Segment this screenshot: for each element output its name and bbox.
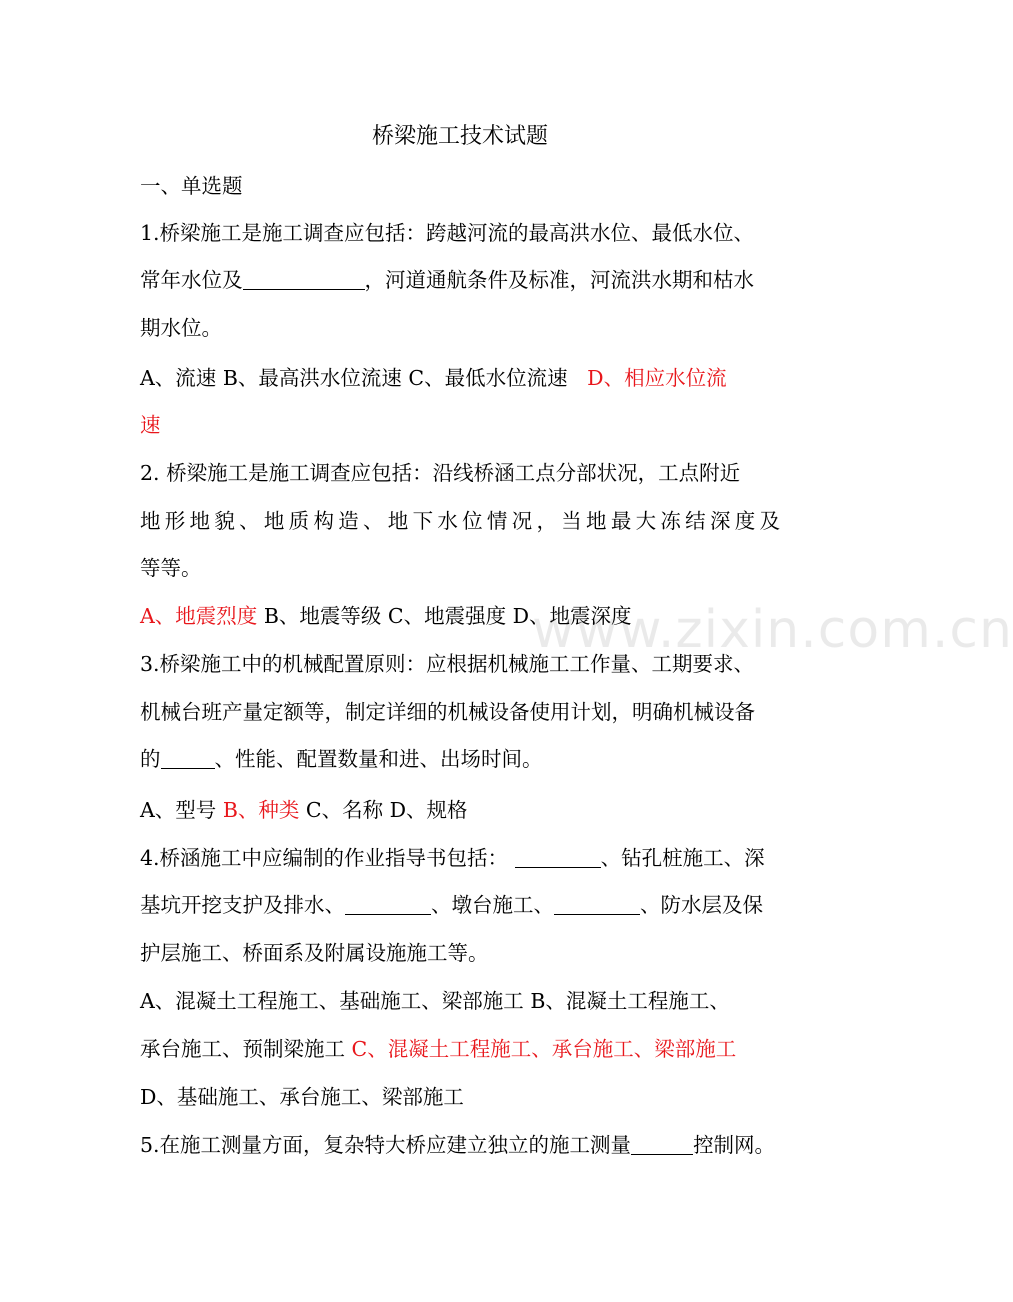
question-4-line-2 xyxy=(140,890,763,920)
question-2-line-1: 2. 桥梁施工是施工调查应包括：沿线桥涵工点分部状况，工点附近 xyxy=(140,461,741,485)
question-5-line-1 xyxy=(140,1130,775,1160)
correct-answer: B、种类 xyxy=(222,798,300,822)
question-4-options-2 xyxy=(140,1034,736,1064)
question-1-text: 常年水位及 xyxy=(140,268,243,292)
question-4-text: 、防水层及保 xyxy=(640,893,763,917)
correct-answer-continued: 速 xyxy=(140,413,161,437)
question-3-options xyxy=(140,795,468,825)
question-4-text: 、钻孔桩施工、深 xyxy=(600,846,765,870)
question-4-options-3: D、基础施工、承台施工、梁部施工 xyxy=(140,1085,464,1109)
question-3-text: 的 xyxy=(140,747,161,771)
question-1-text: ，河道通航条件及标准，河流洪水期和枯水 xyxy=(364,268,754,292)
question-2-line-3: 等等。 xyxy=(140,556,202,580)
answer-blank xyxy=(161,748,215,769)
question-4-line-3: 护层施工、桥面系及附属设施施工等。 xyxy=(140,941,489,965)
answer-blank xyxy=(631,1134,693,1155)
correct-answer: D、相应水位流 xyxy=(587,366,727,390)
correct-answer: C、混凝土工程施工、承台施工、梁部施工 xyxy=(351,1037,737,1061)
question-3-line-2: 机械台班产量定额等，制定详细的机械设备使用计划，明确机械设备 xyxy=(140,700,755,724)
question-5-text: 5.在施工测量方面，复杂特大桥应建立独立的施工测量 xyxy=(140,1133,632,1157)
watermark: www.zixin.com.cn xyxy=(532,600,1013,660)
options-text: A、流速 B、最高洪水位流速 C、最低水位流速 xyxy=(140,366,568,390)
question-2-line-2: 地形地貌、地质构造、地下水位情况，当地最大冻结深度及 xyxy=(140,509,780,533)
question-1-line-2 xyxy=(140,265,754,295)
question-1-options xyxy=(140,363,727,393)
page-title: 桥梁施工技术试题 xyxy=(371,124,548,149)
options-text: 承台施工、预制梁施工 xyxy=(140,1037,352,1061)
question-4-text: 4.桥涵施工中应编制的作业指导书包括： xyxy=(140,846,509,870)
options-text: B、地震等级 C、地震强度 D、地震深度 xyxy=(257,604,632,628)
answer-blank xyxy=(554,894,640,915)
question-1-line-3: 期水位。 xyxy=(140,316,222,340)
question-1-line-1: 1.桥梁施工是施工调查应包括：跨越河流的最高洪水位、最低水位、 xyxy=(140,221,755,245)
options-text: C、名称 D、规格 xyxy=(299,798,468,822)
question-4-text: 基坑开挖支护及排水、 xyxy=(140,893,345,917)
question-4-text: 、墩台施工、 xyxy=(431,893,554,917)
question-3-text: 、性能、配置数量和进、出场时间。 xyxy=(214,747,543,771)
correct-answer: A、地震烈度 xyxy=(140,604,258,628)
section-heading: 一、单选题 xyxy=(140,174,243,198)
question-3-line-1: 3.桥梁施工中的机械配置原则：应根据机械施工工作量、工期要求、 xyxy=(140,652,755,676)
answer-blank xyxy=(243,269,365,290)
question-3-line-3 xyxy=(140,744,543,774)
question-5-text: 控制网。 xyxy=(693,1133,776,1157)
answer-blank xyxy=(515,847,601,868)
answer-blank xyxy=(345,894,431,915)
question-4-line-1 xyxy=(140,843,765,873)
question-4-options-1: A、混凝土工程施工、基础施工、梁部施工 B、混凝土工程施工、 xyxy=(140,989,730,1013)
options-text: A、型号 xyxy=(140,798,223,822)
